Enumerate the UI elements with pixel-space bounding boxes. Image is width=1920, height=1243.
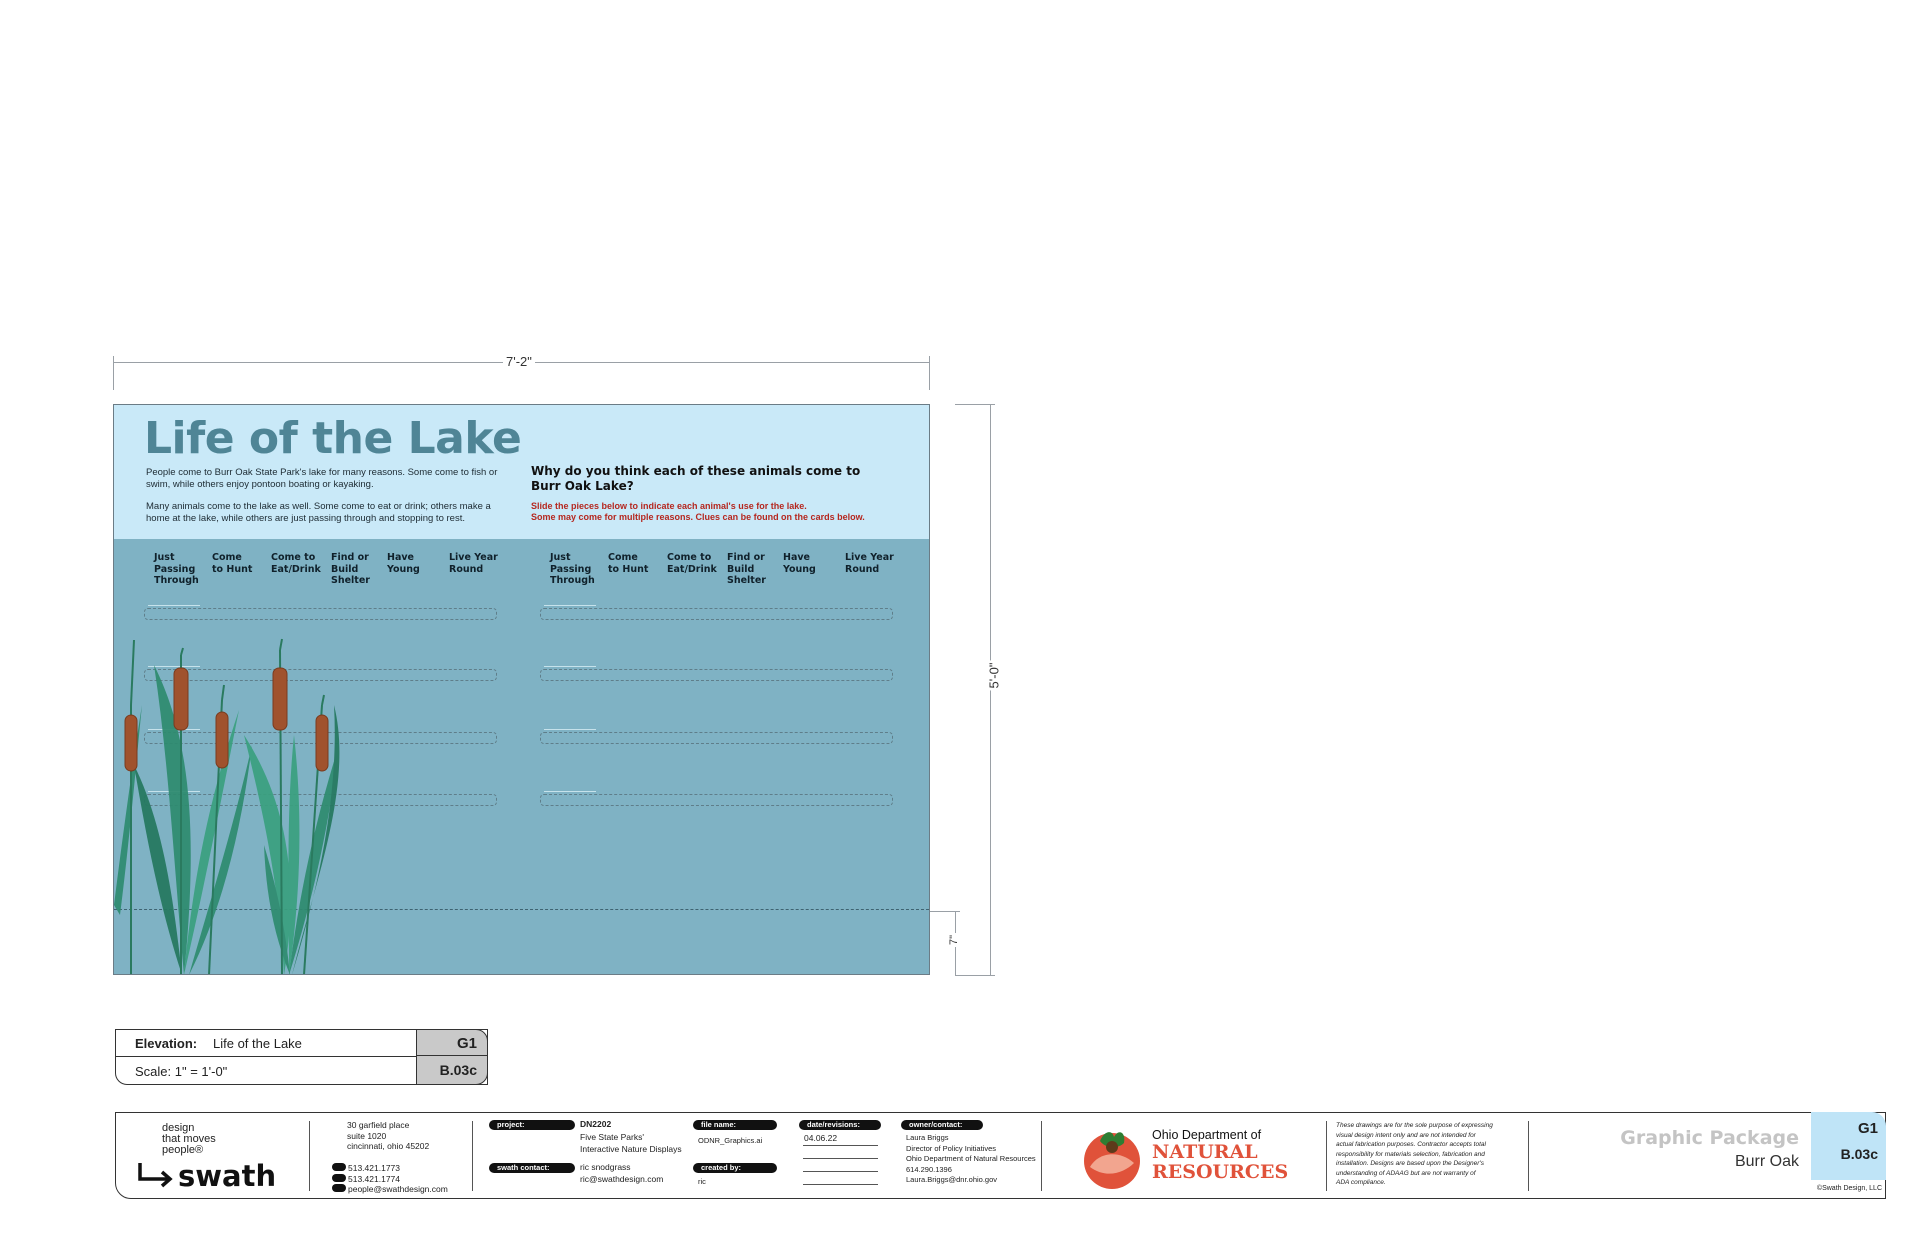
- address: [347, 1120, 429, 1152]
- col-right-just-passing: Just Passing Through: [550, 552, 595, 586]
- owner-line-1: Laura Briggs: [906, 1133, 949, 1142]
- odnr-logo: [1078, 1123, 1146, 1191]
- sheet-code: B.03c: [439, 1062, 477, 1078]
- contact-lines: [332, 1163, 448, 1195]
- elevation-title-block: [115, 1029, 488, 1085]
- disclaimer-line: understanding of ADAAG but are not warranty of: [1336, 1169, 1476, 1177]
- tagline-line-1: design: [162, 1122, 195, 1134]
- swath-arrow-icon: [136, 1161, 176, 1189]
- tagline: [162, 1123, 216, 1156]
- project-pill: project:: [489, 1120, 575, 1130]
- owner-line-2: Director of Policy Initiatives: [906, 1143, 997, 1153]
- package-code-box: [1811, 1112, 1886, 1180]
- revision-line: [803, 1145, 878, 1146]
- separator: [309, 1121, 310, 1191]
- col-left-come-hunt: Come to Hunt: [212, 552, 253, 575]
- col-right-come-hunt: Come to Hunt: [608, 552, 649, 575]
- col-right-young: Have Young: [783, 552, 816, 575]
- panel-title: Life of the Lake: [144, 413, 522, 464]
- intro-paragraph-2: Many animals come to the lake as well. Some come to eat or drink; others make a home at the lake, while others are just passing through and stopping to rest.: [146, 501, 491, 524]
- owner-line-4: 614.290.1396: [906, 1164, 952, 1174]
- col-left-young: Have Young: [387, 552, 420, 575]
- disclaimer-line: ADA compliance.: [1336, 1179, 1386, 1186]
- separator: [1326, 1121, 1327, 1191]
- col-left-just-passing: Just Passing Through: [154, 552, 199, 586]
- odnr-line-3: RESOURCES: [1152, 1161, 1289, 1183]
- odnr-line-2: NATURAL: [1152, 1141, 1258, 1163]
- elevation-value: Life of the Lake: [213, 1036, 302, 1051]
- cattails-illustration: [114, 405, 930, 975]
- created-by: ric: [698, 1177, 706, 1186]
- owner-line-5: Laura.Briggs@dnr.ohio.gov: [906, 1175, 998, 1184]
- separator: [1041, 1121, 1042, 1191]
- date-pill: date/revisions:: [799, 1120, 881, 1130]
- width-dimension-tick-left: [113, 356, 114, 390]
- height-dimension-tick-top: [955, 404, 995, 405]
- revision-line: [803, 1171, 878, 1172]
- footer-title-block: [115, 1112, 1886, 1199]
- swath-contact-2: ric@swathdesign.com: [580, 1174, 664, 1184]
- project-code: DN2202: [580, 1119, 612, 1129]
- disclaimer: [1336, 1121, 1493, 1188]
- revision-line: [803, 1158, 878, 1159]
- address-line-3: cincinnati, ohio 45202: [347, 1141, 430, 1151]
- date: 04.06.22: [804, 1133, 838, 1143]
- disclaimer-line: responsibility for materials selection, fabrication and: [1336, 1150, 1485, 1158]
- disclaimer-line: visual design intent only and are not intended for: [1336, 1131, 1476, 1139]
- project-name-2: Interactive Nature Displays: [580, 1144, 682, 1154]
- copyright: ©Swath Design, LLC: [1816, 1185, 1882, 1192]
- col-left-eat-drink: Come to Eat/Drink: [271, 552, 321, 575]
- fax-icon: [332, 1174, 346, 1182]
- project-name-1: Five State Parks': [580, 1132, 644, 1142]
- package-sheet-code: B.03c: [1840, 1146, 1878, 1162]
- sheet-number: G1: [456, 1035, 477, 1052]
- package-sheet-number: G1: [1857, 1120, 1878, 1137]
- owner-pill: owner/contact:: [901, 1120, 983, 1130]
- odnr-line-1: Ohio Department of: [1152, 1128, 1262, 1142]
- bottom-dimension-tick-top: [930, 911, 960, 912]
- tagline-line-2: that moves: [162, 1133, 216, 1145]
- created-by-pill: created by:: [693, 1163, 777, 1173]
- disclaimer-line: These drawings are for the sole purpose of expressing: [1336, 1122, 1493, 1129]
- swath-contact-pill: swath contact:: [489, 1163, 575, 1173]
- email-link[interactable]: people@swathdesign.com: [348, 1184, 448, 1194]
- height-dimension-label: 5'-0": [986, 662, 1002, 689]
- instructions-line-1: Slide the pieces below to indicate each animal's use for the lake.: [531, 501, 807, 511]
- instructions-line-2: Some may come for multiple reasons. Clues can be found on the cards below.: [531, 512, 865, 522]
- scale-label: Scale: 1" = 1'-0": [135, 1064, 228, 1079]
- tagline-line-3: people®: [162, 1144, 204, 1156]
- phone-1[interactable]: 513.421.1773: [348, 1163, 400, 1173]
- col-left-year-round: Live Year Round: [449, 552, 498, 575]
- intro-paragraph-1: People come to Burr Oak State Park's lake for many reasons. Some come to fish or swim, while others enjoy pontoon boating or kayaking.: [146, 467, 498, 490]
- elevation-label: Elevation:: [135, 1036, 198, 1051]
- package-title: Graphic Package: [1620, 1127, 1799, 1149]
- package-subtitle: Burr Oak: [1734, 1153, 1799, 1170]
- swath-brand: swath: [178, 1159, 277, 1193]
- width-dimension-tick-right: [929, 356, 930, 390]
- swath-contact-1: ric snodgrass: [580, 1162, 631, 1172]
- odnr-name: [1152, 1128, 1288, 1182]
- question-heading: Why do you think each of these animals come to Burr Oak Lake?: [531, 464, 861, 493]
- disclaimer-line: actual fabrication purposes. Contractor accepts total: [1336, 1141, 1486, 1148]
- lake-panel: [113, 404, 930, 975]
- address-line-1: 30 garfield place: [347, 1120, 410, 1130]
- separator: [1528, 1121, 1529, 1191]
- file-name-pill: file name:: [693, 1120, 777, 1130]
- col-right-shelter: Find or Build Shelter: [727, 552, 766, 586]
- height-dimension-tick-bottom: [955, 975, 995, 976]
- owner-line-3: Ohio Department of Natural Resources: [906, 1154, 1036, 1163]
- phone-icon: [332, 1163, 346, 1171]
- phone-2[interactable]: 513.421.1774: [348, 1173, 400, 1184]
- sheet-code-box: [416, 1029, 488, 1085]
- col-right-year-round: Live Year Round: [845, 552, 894, 575]
- col-left-shelter: Find or Build Shelter: [331, 552, 370, 586]
- width-dimension-label: 7'-2": [503, 354, 535, 369]
- revision-line: [803, 1184, 878, 1185]
- disclaimer-line: installation. Designs are based upon the Designer's: [1336, 1160, 1484, 1167]
- address-line-2: suite 1020: [347, 1130, 387, 1141]
- email-icon: [332, 1184, 346, 1192]
- separator: [472, 1121, 473, 1191]
- bottom-dimension-label: 7": [948, 934, 961, 946]
- owner-contact: [906, 1133, 1036, 1186]
- col-right-eat-drink: Come to Eat/Drink: [667, 552, 717, 575]
- file-name: ODNR_Graphics.ai: [698, 1136, 763, 1145]
